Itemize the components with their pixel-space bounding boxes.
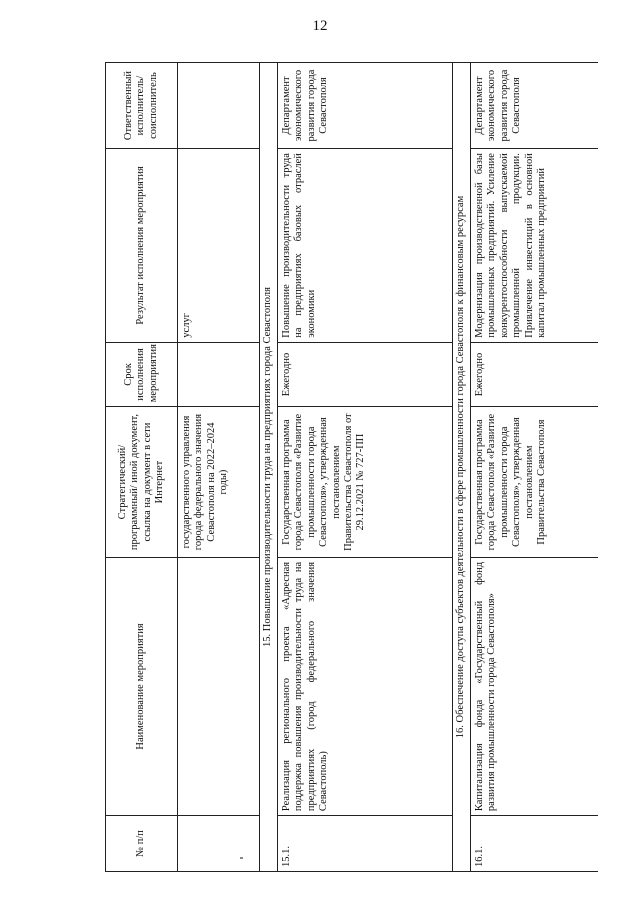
cell-result: Повышение производительности труда на предприятиях базовых отраслей экономики <box>278 149 453 343</box>
cell-name <box>178 557 260 815</box>
section-16-title: 16. Обеспечение доступа субъектов деятельности в сфере промышленности города Севастополя к финансовым ресурсам <box>453 63 471 872</box>
cell-term: Ежегодно <box>278 342 453 407</box>
section-row <box>260 63 278 872</box>
cell-responsible <box>178 63 260 149</box>
cell-doc: государственного управления города федерального значения Севастополя на 2022–2024 годы) <box>178 407 260 558</box>
cell-doc: Государственная программа города Севастополя «Развитие промышленности города Севастополя», утвержденная постановлением Правительства Севастополя <box>471 407 599 558</box>
header-doc: Стратегический/ программный/ иной документ, ссылка на документ в сети Интернет <box>106 407 178 558</box>
table-row <box>278 63 453 872</box>
rotated-table-wrapper <box>105 62 598 872</box>
table-header-row <box>106 63 178 872</box>
cell-no: 15.1. <box>278 816 453 872</box>
cell-name: Реализация регионального проекта «Адресная поддержка повышения производительности труда на предприятиях (город федерального значения Севастополь) <box>278 557 453 815</box>
cell-result: Модернизация производственной базы промышленных предприятий. Усиление конкурентоспособности выпускаемой промышленной продукции. Привлечение инвестиций в основной капитал промышленных предприятий <box>471 149 599 343</box>
rotated-table-area <box>105 62 598 872</box>
header-responsible: Ответственный исполнитель/ соисполнитель <box>106 63 178 149</box>
section-15-title: 15. Повышение производительности труда на предприятиях города Севастополя <box>260 63 278 872</box>
cell-no <box>178 816 260 872</box>
cell-no: 16.1. <box>471 816 599 872</box>
page-number: 12 <box>312 18 328 34</box>
table-row <box>178 63 260 872</box>
header-result: Результат исполнения мероприятия <box>106 149 178 343</box>
cell-responsible: Департамент экономического развития города Севастополя <box>471 63 599 149</box>
cell-result: услуг <box>178 149 260 343</box>
cell-responsible: Департамент экономического развития города Севастополя <box>278 63 453 149</box>
events-table <box>105 62 598 872</box>
header-no: № п/п <box>106 816 178 872</box>
cell-doc: Государственная программа города Севастополя «Развитие промышленности города Севастополя», утвержденная постановлением Правительства Севастополя от 29.12.2021 № 727-ПП <box>278 407 453 558</box>
header-name: Наименование мероприятия <box>106 557 178 815</box>
scan-speck <box>240 857 243 859</box>
cell-term <box>178 342 260 407</box>
cell-term: Ежегодно <box>471 342 599 407</box>
table-row <box>471 63 599 872</box>
header-term: Срок исполнения мероприятия <box>106 342 178 407</box>
section-row <box>453 63 471 872</box>
cell-name: Капитализация фонда «Государственный фонд развития промышленности города Севастополя» <box>471 557 599 815</box>
